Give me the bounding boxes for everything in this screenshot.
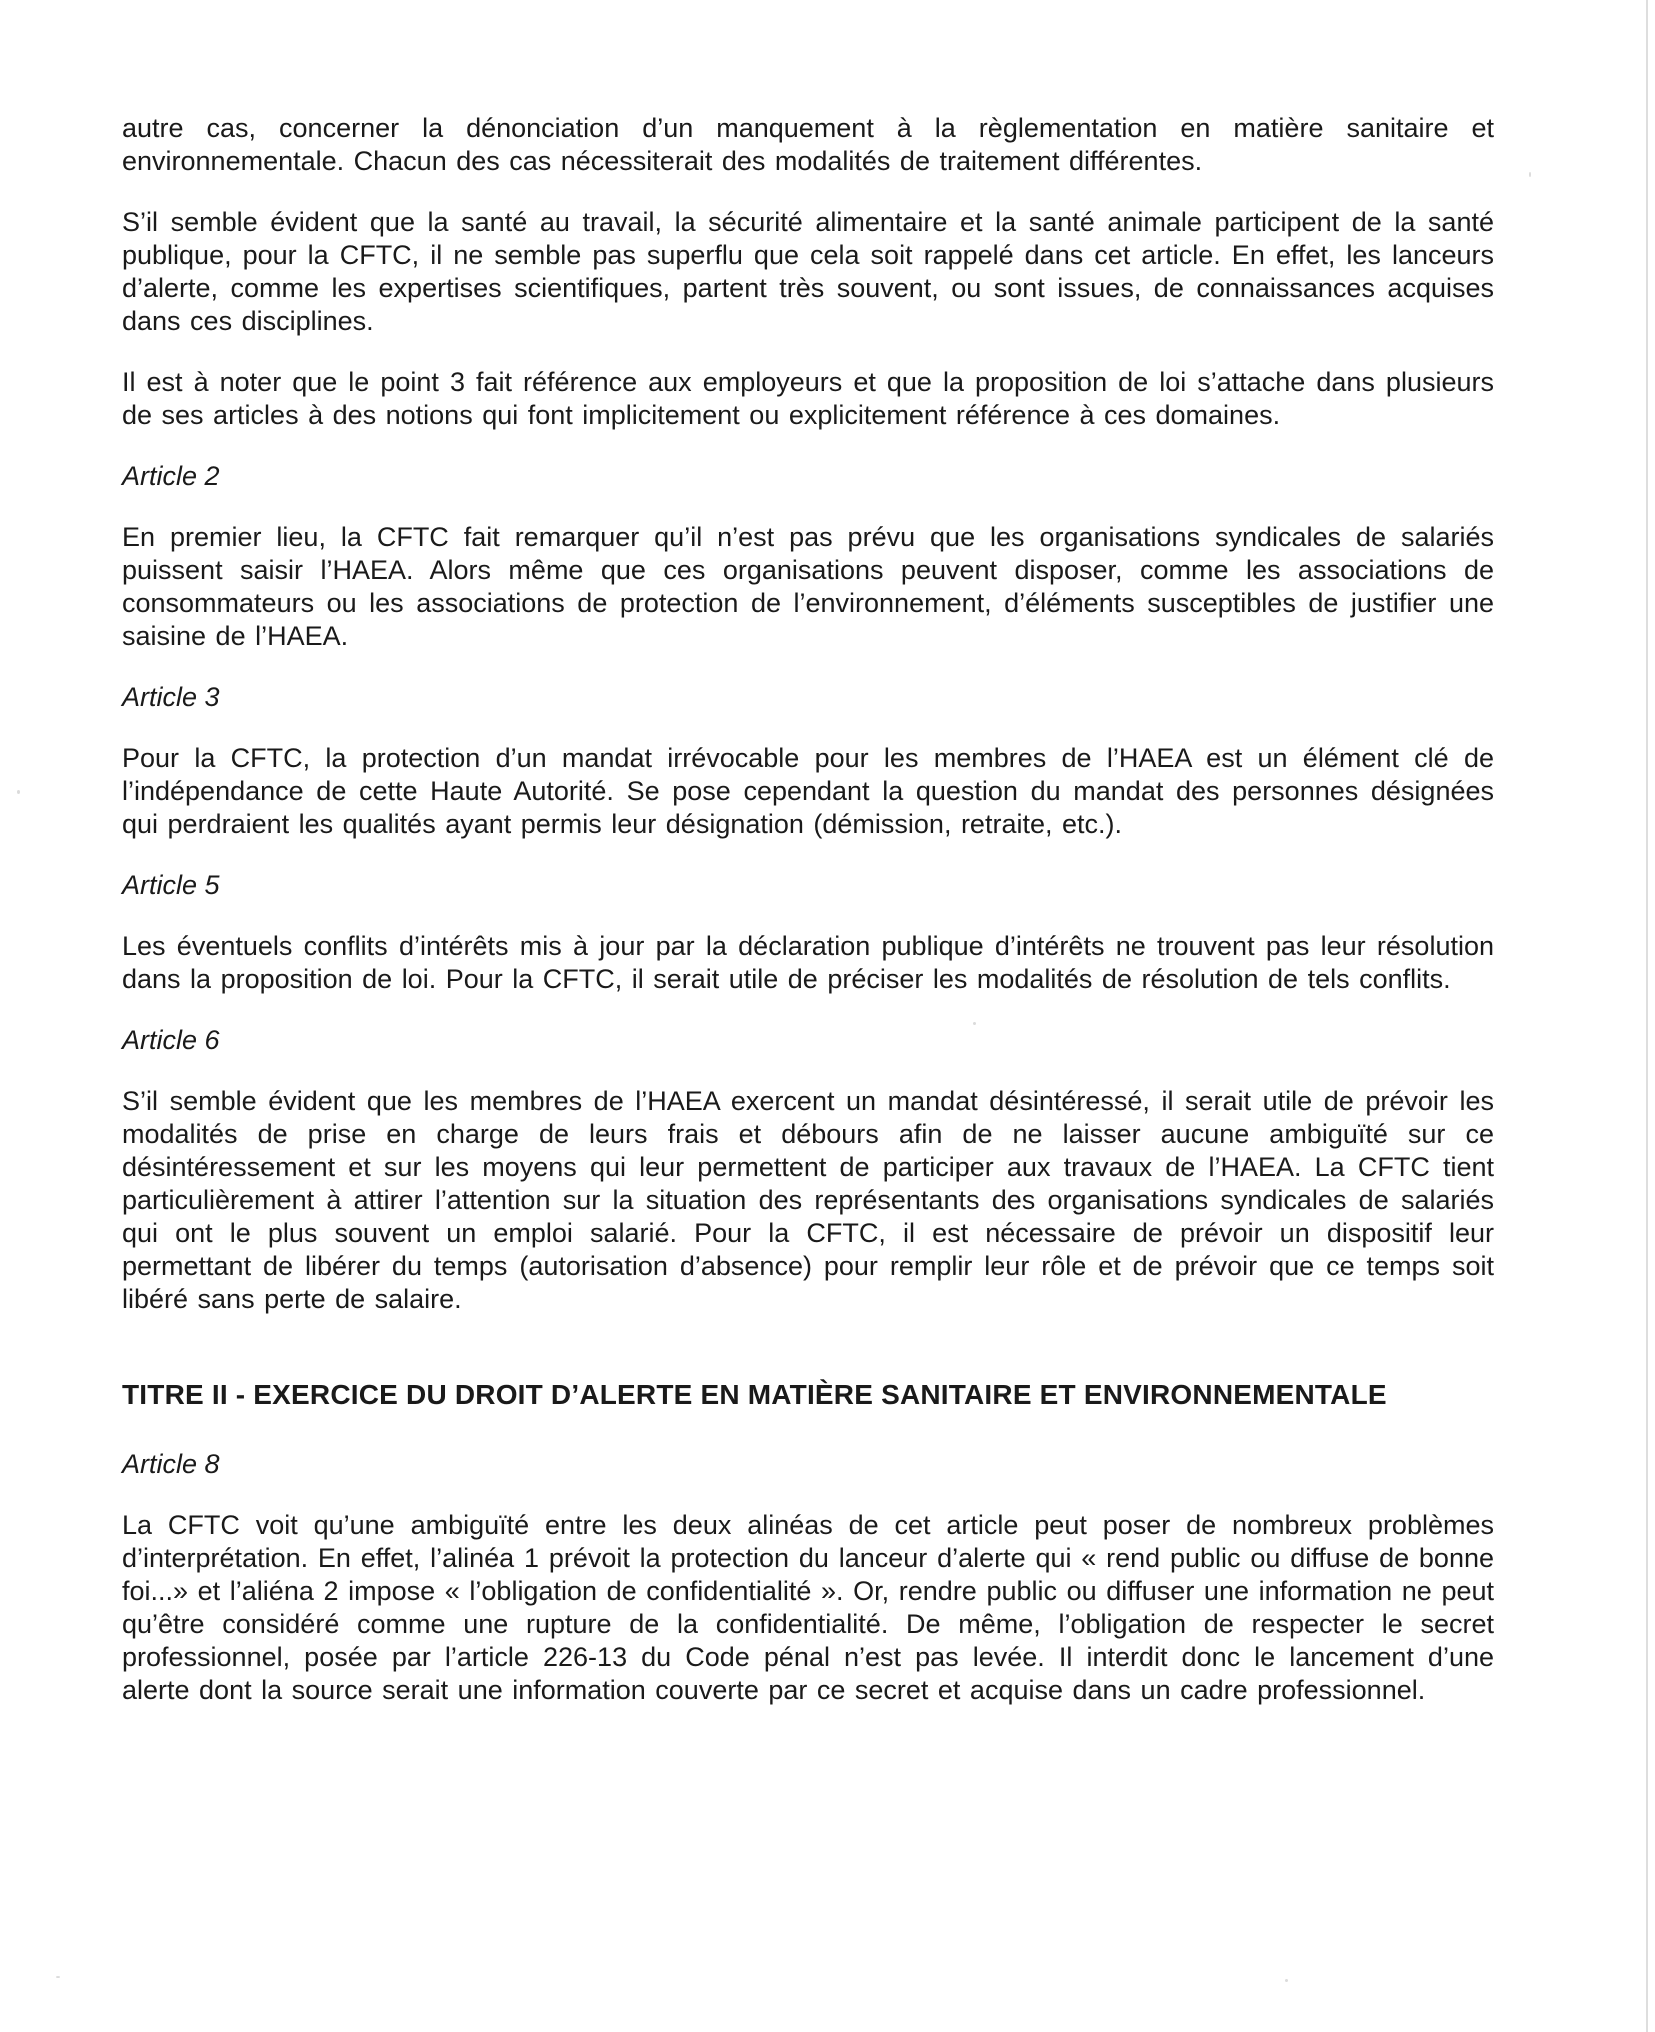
section-title-titre-2: TITRE II - EXERCICE DU DROIT D’ALERTE EN MATIÈRE SANITAIRE ET ENVIRONNEMENTALE: [122, 1379, 1387, 1410]
document-content: [122, 112, 1494, 1735]
scan-speck: [1529, 172, 1531, 177]
article-heading-article-2: Article 2: [122, 461, 220, 491]
paragraph: Il est à noter que le point 3 fait référence aux employeurs et que la proposition de loi s’attache dans plusieurs de ses articles à des notions qui font implicitement ou explicitement référence à ces domaines.: [122, 367, 1494, 430]
scan-speck: [1285, 1979, 1288, 1982]
article-heading-article-3: Article 3: [122, 682, 220, 712]
paragraph: En premier lieu, la CFTC fait remarquer qu’il n’est pas prévu que les organisations syndicales de salariés puissent saisir l’HAEA. Alors même que ces organisations peuvent disposer, comme les associations de consommateurs ou les associations de protection de l’environnement, d’éléments susceptibles de justifier une saisine de l’HAEA.: [122, 522, 1494, 651]
paragraph: autre cas, concerner la dénonciation d’un manquement à la règlementation en matière sanitaire et environnementale. Chacun des cas nécessiterait des modalités de traitement différentes.: [122, 113, 1494, 176]
scan-edge-line: [1646, 0, 1648, 2032]
scan-speck: [56, 1976, 60, 1978]
scan-speck: [973, 1022, 976, 1025]
article-heading-article-6: Article 6: [122, 1025, 220, 1055]
paragraph: S’il semble évident que la santé au travail, la sécurité alimentaire et la santé animale participent de la santé publique, pour la CFTC, il ne semble pas superflu que cela soit rappelé dans cet article. En effet, les lanceurs d’alerte, comme les expertises scientifiques, partent très souvent, ou sont issues, de connaissances acquises dans ces disciplines.: [122, 207, 1494, 336]
scan-speck: [17, 790, 20, 794]
article-heading-article-8: Article 8: [122, 1449, 220, 1479]
article-heading-article-5: Article 5: [122, 870, 220, 900]
paragraph: La CFTC voit qu’une ambiguïté entre les deux alinéas de cet article peut poser de nombreux problèmes d’interprétation. En effet, l’alinéa 1 prévoit la protection du lanceur d’alerte qui « rend public ou diffuse de bonne foi...» et l’aliéna 2 impose « l’obligation de confidentialité ». Or, rendre public ou diffuser une information ne peut qu’être considéré comme une rupture de la confidentialité. De même, l’obligation de respecter le secret professionnel, posée par l’article 226-13 du Code pénal n’est pas levée. Il interdit donc le lancement d’une alerte dont la source serait une information couverte par ce secret et acquise dans un cadre professionnel.: [122, 1510, 1494, 1705]
paragraph: Les éventuels conflits d’intérêts mis à jour par la déclaration publique d’intérêts ne trouvent pas leur résolution dans la proposition de loi. Pour la CFTC, il serait utile de préciser les modalités de résolution de tels conflits.: [122, 931, 1494, 994]
paragraph: S’il semble évident que les membres de l’HAEA exercent un mandat désintéressé, il serait utile de prévoir les modalités de prise en charge de leurs frais et débours afin de ne laisser aucune ambiguïté sur ce désintéressement et sur les moyens qui leur permettent de participer aux travaux de l’HAEA. La CFTC tient particulièrement à attirer l’attention sur la situation des représentants des organisations syndicales de salariés qui ont le plus souvent un emploi salarié. Pour la CFTC, il est nécessaire de prévoir un dispositif leur permettant de libérer du temps (autorisation d’absence) pour remplir leur rôle et de prévoir que ce temps soit libéré sans perte de salaire.: [122, 1086, 1494, 1314]
paragraph: Pour la CFTC, la protection d’un mandat irrévocable pour les membres de l’HAEA est un élément clé de l’indépendance de cette Haute Autorité. Se pose cependant la question du mandat des personnes désignées qui perdraient les qualités ayant permis leur désignation (démission, retraite, etc.).: [122, 743, 1494, 839]
